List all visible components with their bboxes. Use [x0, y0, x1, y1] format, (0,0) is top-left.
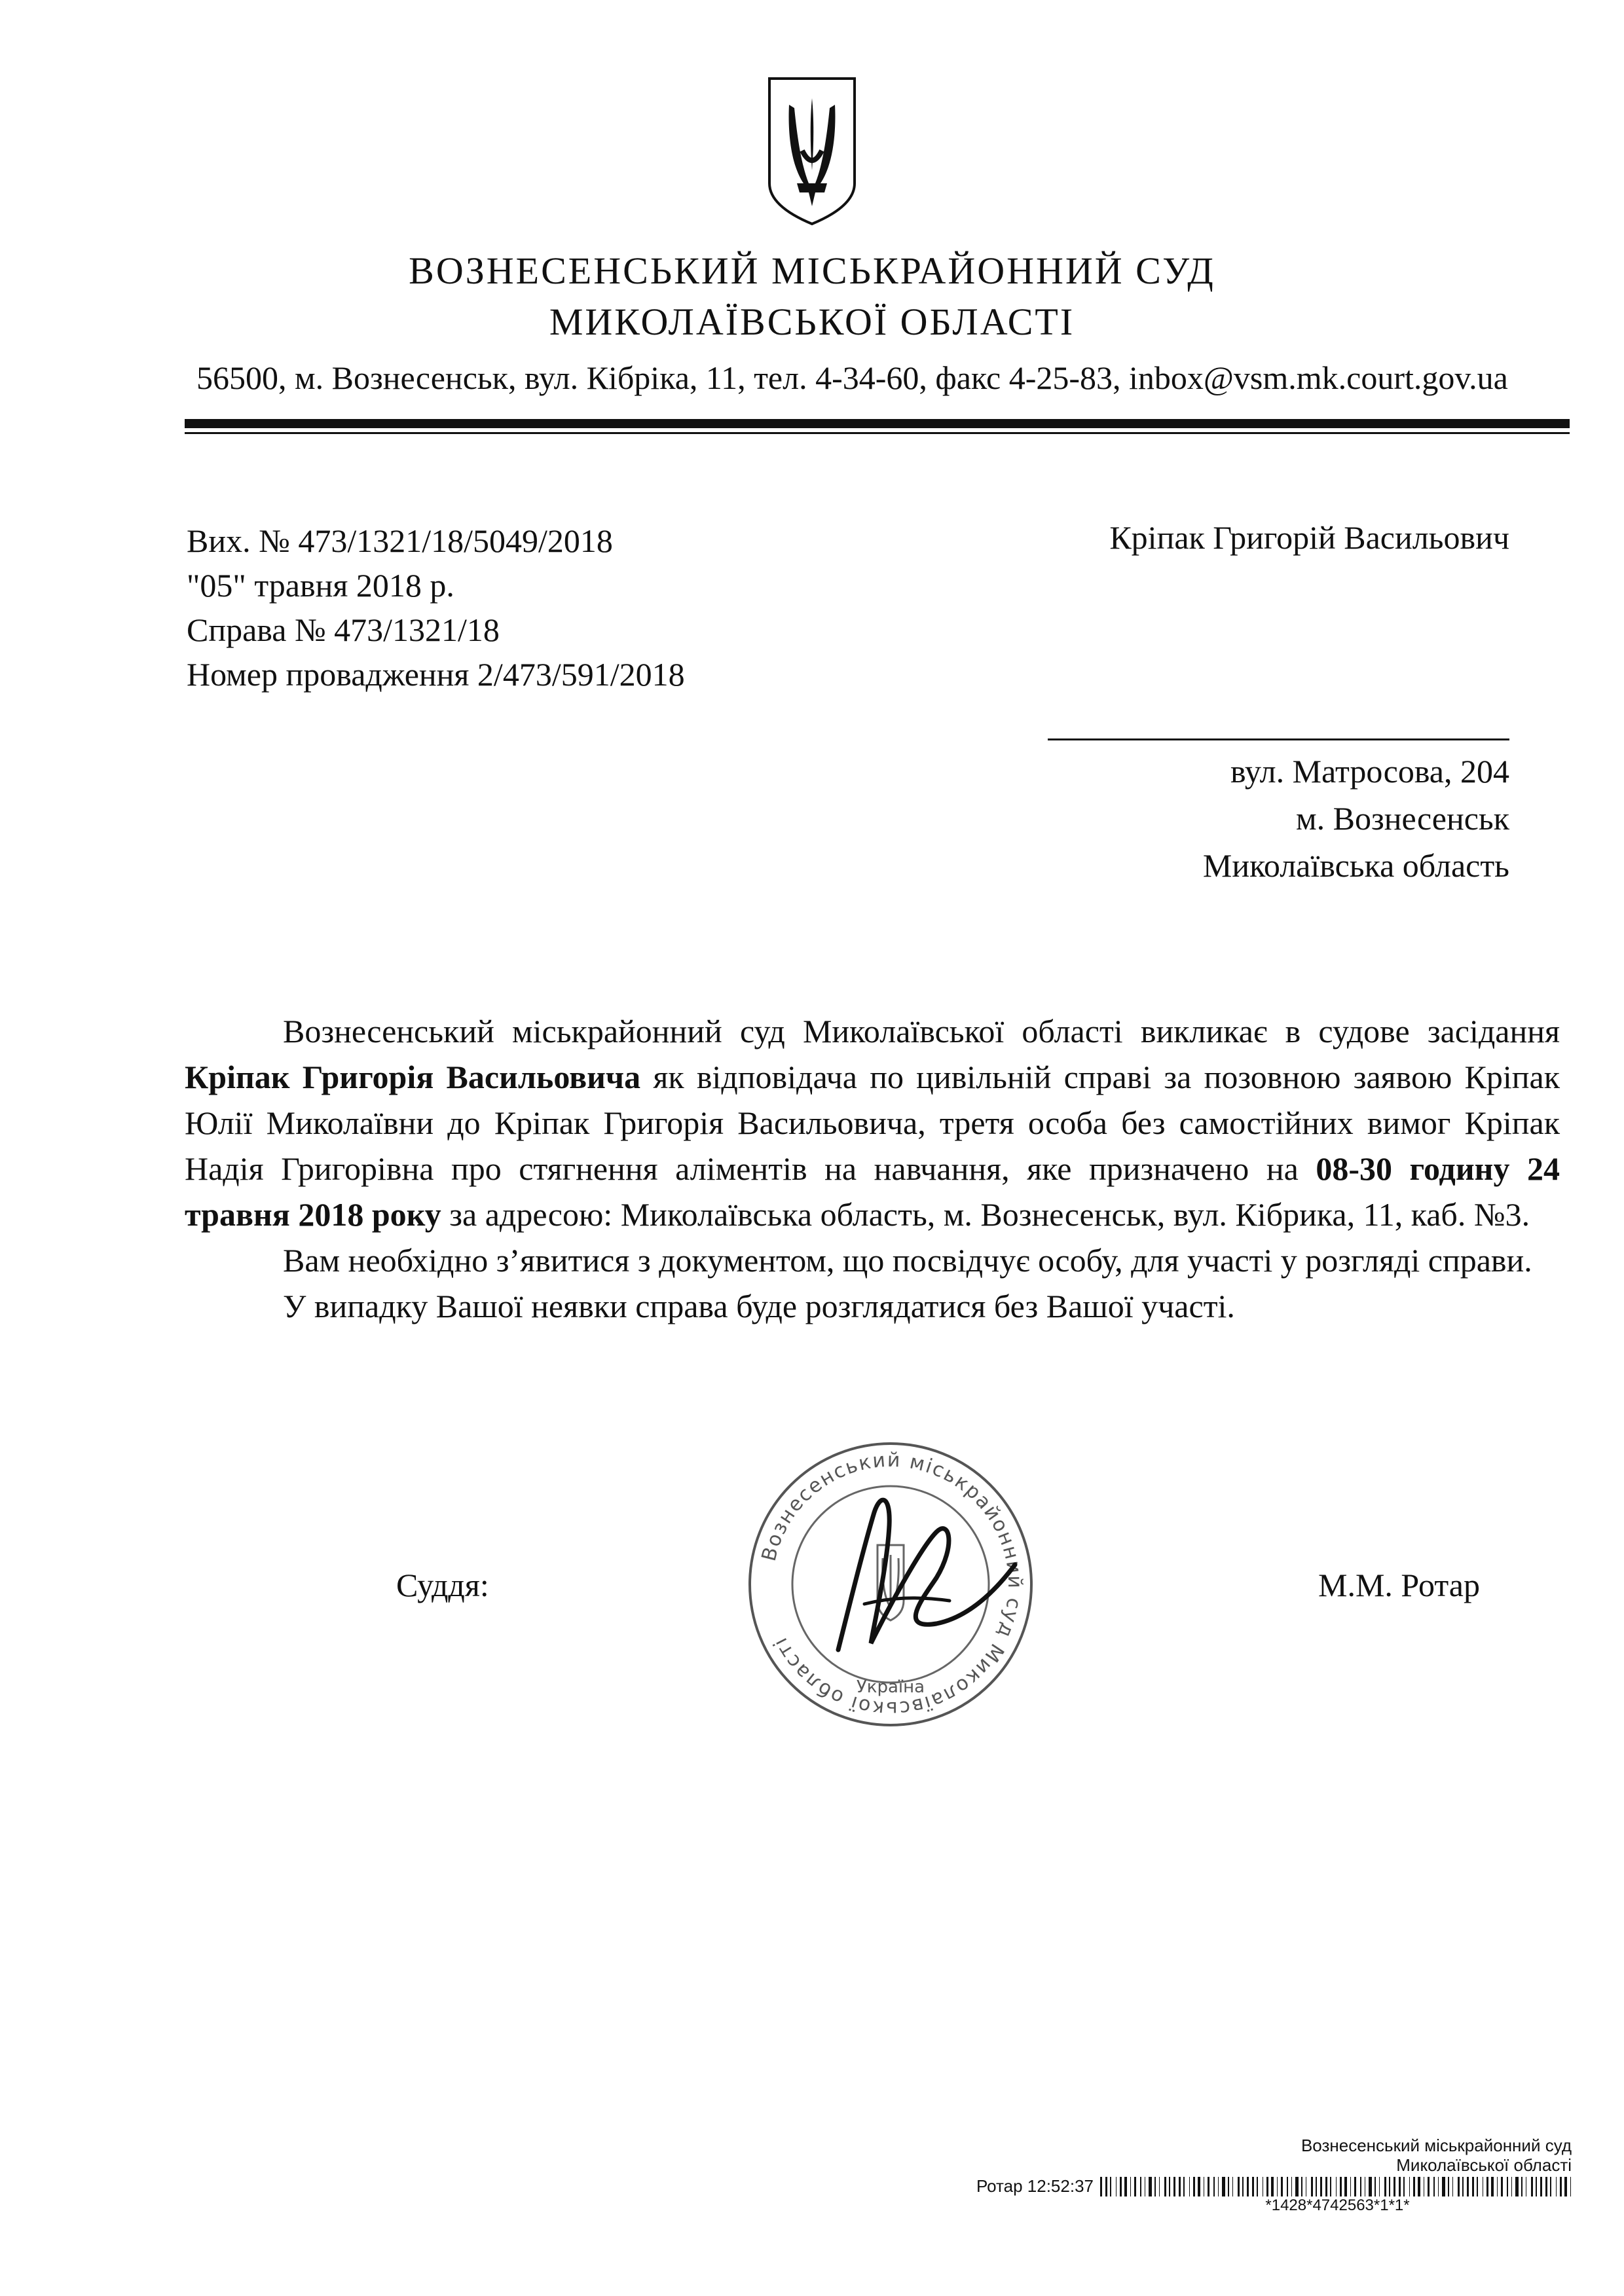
registry-court-line1: Вознесенський міськрайонний суд — [1301, 2136, 1572, 2155]
barcode-bar — [1564, 2177, 1567, 2196]
body-paragraph-summons — [185, 1008, 1560, 1237]
barcode-bar — [1418, 2177, 1420, 2196]
barcode-bar — [1501, 2177, 1503, 2196]
recipient-city: м. Вознесенськ — [1296, 800, 1509, 837]
barcode-bar — [1271, 2177, 1274, 2196]
case-number: Справа № 473/1321/18 — [187, 611, 500, 648]
body-paragraph-document: Вам необхідно з’явитися з документом, що посвідчує особу, для участі у розгляді справи. — [283, 1242, 1532, 1279]
recipient-street: вул. Матросова, 204 — [1230, 753, 1509, 790]
barcode-bar — [1232, 2177, 1233, 2196]
barcode-bar — [1110, 2177, 1111, 2196]
court-name-heading — [0, 246, 1624, 348]
barcode-bar — [1213, 2177, 1215, 2196]
barcode-bar — [1442, 2177, 1445, 2196]
recipient-region: Миколаївська область — [1202, 847, 1509, 884]
barcode-bar — [1247, 2177, 1249, 2196]
barcode-bar — [1336, 2177, 1337, 2196]
barcode-bar — [1403, 2177, 1405, 2196]
barcode-bar — [1252, 2177, 1254, 2196]
barcode-bar — [1556, 2177, 1557, 2196]
svg-text:Вознесенський міськрайонний су: Вознесенський міськрайонний суд Миколаївської області — [757, 1448, 1027, 1721]
body-paragraph-absence: У випадку Вашої неявки справа буде розглядатися без Вашої участі. — [283, 1288, 1235, 1324]
barcode-bar — [1507, 2177, 1508, 2196]
barcode-bar — [1497, 2177, 1498, 2196]
barcode-bar — [1149, 2177, 1152, 2196]
barcode-bar — [1134, 2177, 1136, 2196]
barcode-bar — [1550, 2177, 1551, 2196]
barcode-bar — [1130, 2177, 1131, 2196]
barcode-bar — [1462, 2177, 1464, 2196]
proceeding-number: Номер провадження 2/473/591/2018 — [187, 656, 685, 693]
barcode-bar — [1198, 2177, 1200, 2196]
barcode-bar — [1124, 2177, 1127, 2196]
barcode-bar — [1316, 2177, 1317, 2196]
barcode-bar — [1183, 2177, 1185, 2196]
header-divider-thin — [185, 432, 1570, 434]
body-p1-part-b: як відповідача по цивільній справі за позовною заявою Кріпак Юлії Миколаївни до Кріпак Григорія Васильовича, третя особа без самостійних вимог Кріпак Надія Григорівна про стягнення аліментів на навчання, яке призначено на — [185, 1059, 1560, 1187]
recipient-divider — [1048, 738, 1509, 740]
barcode-bar — [1287, 2177, 1288, 2196]
hearing-time: 08-30 годину 24 травня 2018 року — [185, 1150, 1560, 1233]
registry-user-time: Ротар 12:52:37 — [976, 2176, 1094, 2196]
barcode-bar — [1486, 2177, 1488, 2196]
letter-date: "05" травня 2018 р. — [187, 567, 454, 604]
barcode-bar — [1350, 2177, 1351, 2196]
barcode-bar — [1428, 2177, 1430, 2196]
barcode-bar — [1452, 2177, 1453, 2196]
barcode-bar — [1257, 2177, 1258, 2196]
body-p1-part-a: Вознесенський міськрайонний суд Миколаївської області викликає в судове засідання — [283, 1013, 1560, 1049]
barcode-bar — [1330, 2177, 1331, 2196]
barcode-bar — [1384, 2177, 1386, 2196]
barcode-bar — [1189, 2177, 1190, 2196]
recipient-name: Кріпак Григорій Васильович — [1109, 519, 1509, 556]
barcode-bar — [1120, 2177, 1122, 2196]
outgoing-number: Вих. № 473/1321/18/5049/2018 — [187, 522, 613, 559]
barcode-bar — [1491, 2177, 1494, 2196]
barcode-bar — [1242, 2177, 1244, 2196]
registry-code: *1428*4742563*1*1* — [1265, 2196, 1410, 2214]
barcode-bar — [1169, 2177, 1170, 2196]
barcode-bar — [1521, 2177, 1522, 2196]
barcode-bar — [1320, 2177, 1322, 2196]
barcode-bar — [1511, 2177, 1512, 2196]
barcode-bar — [1291, 2177, 1292, 2196]
judge-label: Суддя: — [396, 1567, 489, 1603]
barcode-bar — [1409, 2177, 1410, 2196]
barcode-bar — [1375, 2177, 1376, 2196]
barcode-bar — [1433, 2177, 1435, 2196]
barcode-bar — [1467, 2177, 1469, 2196]
barcode-bar — [1159, 2177, 1160, 2196]
barcode-bar — [1515, 2177, 1519, 2196]
barcode-bar — [1540, 2177, 1542, 2196]
barcode-bar — [1295, 2177, 1299, 2196]
barcode-bar — [1105, 2177, 1107, 2196]
court-name-line2: МИКОЛАЇВСЬКОЇ ОБЛАСТІ — [549, 301, 1075, 343]
barcode-bar — [1325, 2177, 1327, 2196]
barcode-bar — [1100, 2177, 1102, 2196]
barcode-bar — [1354, 2177, 1356, 2196]
barcode-bar — [1218, 2177, 1219, 2196]
barcode-bar — [1179, 2177, 1181, 2196]
barcode-bar — [1531, 2177, 1533, 2196]
header-divider — [185, 419, 1570, 428]
barcode-bar — [1154, 2177, 1156, 2196]
barcode-bar — [1281, 2177, 1283, 2196]
defendant-name: Кріпак Григорія Васильовича — [185, 1059, 641, 1095]
judge-name: М.М. Ротар — [1318, 1567, 1480, 1603]
barcode-bar — [1393, 2177, 1395, 2196]
barcode-bar — [1344, 2177, 1347, 2196]
court-name-line1: ВОЗНЕСЕНСЬКИЙ МІСЬКРАЙОННИЙ СУД — [409, 249, 1215, 292]
barcode-bar — [1140, 2177, 1141, 2196]
barcode-icon — [1100, 2177, 1572, 2196]
barcode-bar — [1379, 2177, 1380, 2196]
barcode-bar — [1438, 2177, 1439, 2196]
barcode-bar — [1360, 2177, 1361, 2196]
barcode-bar — [1238, 2177, 1240, 2196]
barcode-bar — [1301, 2177, 1302, 2196]
recipient-address — [917, 748, 1509, 889]
registry-label — [953, 2136, 1572, 2215]
barcode-bar — [1173, 2177, 1175, 2196]
barcode-bar — [1570, 2177, 1571, 2196]
barcode-bar — [1266, 2177, 1268, 2196]
registry-court-line2: Миколаївської області — [1396, 2155, 1572, 2175]
barcode-bar — [1536, 2177, 1537, 2196]
barcode-bar — [1277, 2177, 1278, 2196]
barcode-bar — [1477, 2177, 1478, 2196]
registry-row — [953, 2176, 1572, 2196]
barcode-bar — [1389, 2177, 1390, 2196]
barcode-bar — [1413, 2177, 1415, 2196]
barcode-bar — [1448, 2177, 1449, 2196]
barcode-bar — [1399, 2177, 1401, 2196]
barcode-bar — [1472, 2177, 1474, 2196]
barcode-bar — [1193, 2177, 1195, 2196]
coat-of-arms-icon — [763, 72, 861, 229]
reference-block — [187, 519, 685, 697]
barcode-bar — [1560, 2177, 1562, 2196]
barcode-bar — [1340, 2177, 1342, 2196]
barcode-bar — [1208, 2177, 1209, 2196]
barcode-bar — [1164, 2177, 1166, 2196]
seal-country: Україна — [856, 1677, 925, 1697]
court-seal-stamp — [740, 1434, 1041, 1735]
body-p1-part-c: за адресою: Миколаївська область, м. Вознесенськ, вул. Кібрика, 11, каб. №3. — [441, 1196, 1530, 1233]
barcode-bar — [1228, 2177, 1229, 2196]
barcode-bar — [1545, 2177, 1547, 2196]
court-address: 56500, м. Вознесенськ, вул. Кібріка, 11, тел. 4-34-60, факс 4-25-83, inbox@vsm.mk.court.gov.ua — [196, 359, 1508, 396]
barcode-bar — [1458, 2177, 1460, 2196]
barcode-bar — [1222, 2177, 1225, 2196]
barcode-bar — [1369, 2177, 1372, 2196]
registry-court — [953, 2136, 1572, 2175]
barcode-bar — [1311, 2177, 1313, 2196]
letter-body — [185, 1008, 1560, 1329]
